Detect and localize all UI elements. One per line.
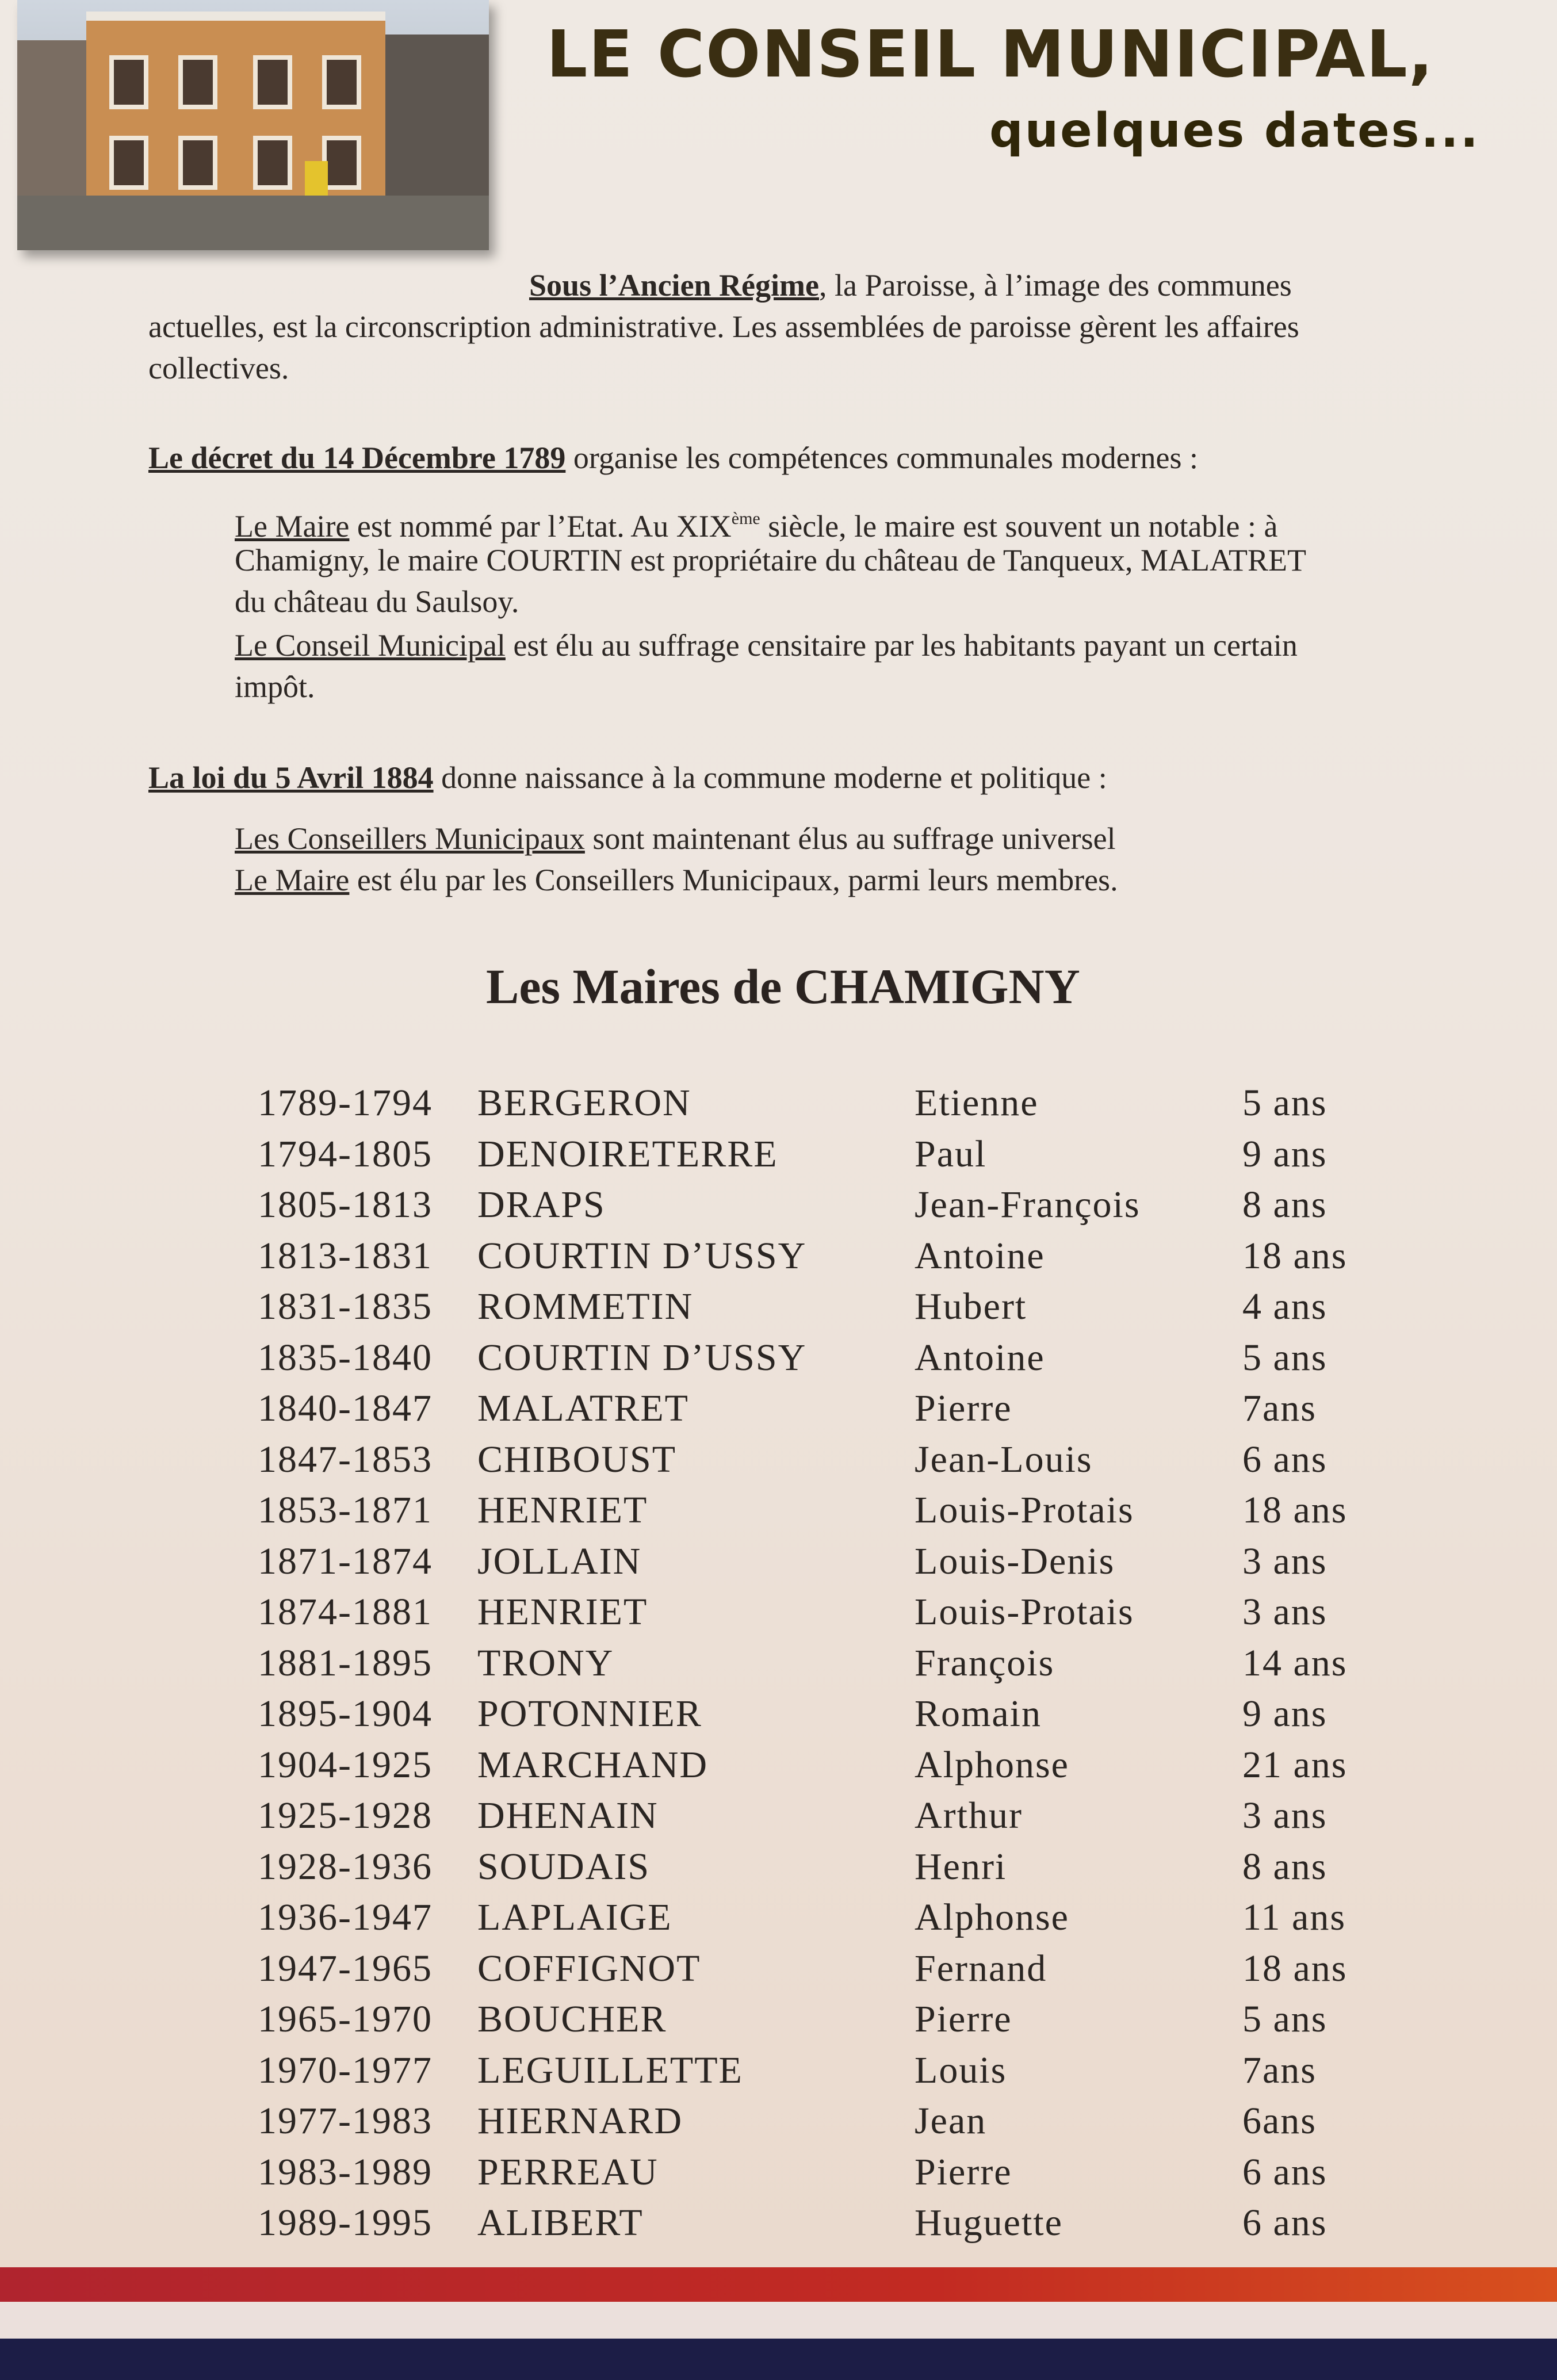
photo-window <box>322 55 361 109</box>
mayor-surname: DENOIRETERRE <box>477 1133 778 1175</box>
mayor-surname: HENRIET <box>477 1591 648 1633</box>
mayor-years: 1904-1925 <box>258 1744 433 1786</box>
mayor-surname: ROMMETIN <box>477 1285 694 1327</box>
mayor-surname: ALIBERT <box>477 2202 644 2244</box>
mayor-duration: 7ans <box>1242 2049 1317 2091</box>
photo-window <box>253 55 292 109</box>
mayor-first-name: Pierre <box>915 1387 1012 1429</box>
loi-maire-label: Le Maire <box>235 863 350 897</box>
page-subtitle: quelques dates... <box>989 104 1480 158</box>
mayor-duration: 18 ans <box>1242 1235 1348 1277</box>
mayor-duration: 5 ans <box>1242 1082 1328 1124</box>
mayor-years: 1895-1904 <box>258 1693 433 1735</box>
mayor-first-name: Alphonse <box>915 1896 1069 1938</box>
decret-conseil-label: Le Conseil Municipal <box>235 628 506 663</box>
mayor-duration: 3 ans <box>1242 1540 1328 1582</box>
mayor-first-name: Hubert <box>915 1285 1027 1327</box>
loi-conseillers-line <box>235 818 1116 859</box>
mayor-years: 1983-1989 <box>258 2151 433 2193</box>
mayor-surname: CHIBOUST <box>477 1438 677 1480</box>
mayor-duration: 8 ans <box>1242 1846 1328 1888</box>
loi-1884-label: La loi du 5 Avril 1884 <box>148 760 434 795</box>
mayor-row <box>0 1336 1557 1387</box>
mayor-years: 1835-1840 <box>258 1337 433 1379</box>
mayor-first-name: Antoine <box>915 1337 1045 1379</box>
photo-window <box>109 55 148 109</box>
mayor-years: 1789-1794 <box>258 1082 433 1124</box>
mayor-row <box>0 1234 1557 1285</box>
mayor-first-name: Romain <box>915 1693 1042 1735</box>
mayor-row <box>0 1896 1557 1946</box>
mayor-surname: BERGERON <box>477 1082 691 1124</box>
mayor-row <box>0 1641 1557 1692</box>
mayor-row <box>0 1540 1557 1590</box>
mayor-duration: 18 ans <box>1242 1947 1348 1989</box>
mayor-surname: COURTIN D’USSY <box>477 1235 807 1277</box>
mayor-surname: DHENAIN <box>477 1794 659 1836</box>
mayor-years: 1847-1853 <box>258 1438 433 1480</box>
ancien-regime-line2: actuelles, est la circonscription administrative. Les assemblées de paroisse gèrent les affaires <box>148 309 1299 344</box>
mayor-duration: 11 ans <box>1242 1896 1346 1938</box>
ancien-regime-line3: collectives. <box>148 351 289 385</box>
mayor-duration: 3 ans <box>1242 1794 1328 1836</box>
mayor-first-name: Alphonse <box>915 1744 1069 1786</box>
mayor-first-name: Jean <box>915 2100 987 2142</box>
mayor-surname: DRAPS <box>477 1184 606 1226</box>
mayor-years: 1794-1805 <box>258 1133 433 1175</box>
mayor-duration: 5 ans <box>1242 1337 1328 1379</box>
mayor-years: 1813-1831 <box>258 1235 433 1277</box>
photo-town-hall <box>86 12 385 211</box>
mayor-years: 1970-1977 <box>258 2049 433 2091</box>
mayor-first-name: Jean-François <box>915 1184 1141 1226</box>
mayor-surname: HIERNARD <box>477 2100 683 2142</box>
town-hall-photo <box>17 0 489 250</box>
mayor-duration: 14 ans <box>1242 1642 1348 1684</box>
mayor-years: 1871-1874 <box>258 1540 433 1582</box>
decret-maire-line3: du château du Saulsoy. <box>235 584 519 619</box>
mayor-first-name: Huguette <box>915 2202 1063 2244</box>
mayor-first-name: Henri <box>915 1846 1007 1888</box>
mayor-row <box>0 2049 1557 2099</box>
decret-maire-line2: Chamigny, le maire COURTIN est propriétaire du château de Tanqueux, MALATRET <box>235 543 1306 577</box>
mayor-surname: LEGUILLETTE <box>477 2049 743 2091</box>
mayor-first-name: François <box>915 1642 1055 1684</box>
decret-1789-label: Le décret du 14 Décembre 1789 <box>148 441 566 475</box>
mayor-surname: PERREAU <box>477 2151 659 2193</box>
mayor-row <box>0 2099 1557 2150</box>
photo-window <box>109 136 148 190</box>
decret-1789-text: organise les compétences communales modernes : <box>565 441 1199 475</box>
decret-conseil-line2: impôt. <box>235 669 315 704</box>
photo-left-building <box>17 40 98 201</box>
photo-yellow-sign <box>305 161 328 196</box>
mayor-row <box>0 1387 1557 1437</box>
decret-maire-sup: ème <box>731 509 760 528</box>
mayor-first-name: Etienne <box>915 1082 1039 1124</box>
mayor-surname: POTONNIER <box>477 1693 702 1735</box>
photo-window <box>178 55 217 109</box>
loi-1884-text: donne naissance à la commune moderne et politique : <box>433 760 1107 795</box>
mayor-duration: 9 ans <box>1242 1133 1328 1175</box>
mayor-surname: JOLLAIN <box>477 1540 642 1582</box>
photo-window <box>253 136 292 190</box>
mayor-first-name: Louis-Denis <box>915 1540 1115 1582</box>
decret-1789-heading <box>148 437 1198 479</box>
mayor-row <box>0 1489 1557 1539</box>
loi-conseillers-text: sont maintenant élus au suffrage universel <box>584 821 1116 856</box>
mayor-row <box>0 1590 1557 1641</box>
mayor-first-name: Louis-Protais <box>915 1591 1134 1633</box>
decret-maire-text-a: est nommé par l’Etat. Au XIX <box>349 509 732 544</box>
ancien-regime-text: , la Paroisse, à l’image des communes <box>818 268 1292 303</box>
mayors-title: Les Maires de CHAMIGNY <box>486 959 1080 1014</box>
mayor-row <box>0 1998 1557 2048</box>
mayor-row <box>0 1845 1557 1896</box>
mayor-duration: 21 ans <box>1242 1744 1348 1786</box>
photo-window <box>322 136 361 190</box>
mayor-surname: HENRIET <box>477 1489 648 1531</box>
decret-maire-label: Le Maire <box>235 509 350 544</box>
mayor-row <box>0 1285 1557 1336</box>
mayor-surname: COFFIGNOT <box>477 1947 701 1989</box>
loi-maire-line <box>235 859 1118 901</box>
photo-window <box>178 136 217 190</box>
mayor-row <box>0 1132 1557 1183</box>
mayor-years: 1853-1871 <box>258 1489 433 1531</box>
mayor-surname: COURTIN D’USSY <box>477 1337 807 1379</box>
mayor-years: 1977-1983 <box>258 2100 433 2142</box>
mayor-years: 1989-1995 <box>258 2202 433 2244</box>
mayor-first-name: Arthur <box>915 1794 1023 1836</box>
mayor-first-name: Paul <box>915 1133 987 1175</box>
mayor-years: 1965-1970 <box>258 1998 433 2040</box>
decret-maire-text-b: siècle, le maire est souvent un notable : à <box>760 509 1278 544</box>
mayor-duration: 3 ans <box>1242 1591 1328 1633</box>
mayor-row <box>0 1438 1557 1489</box>
mayor-row <box>0 1692 1557 1743</box>
decret-conseil-line1 <box>235 625 1298 666</box>
mayor-first-name: Louis-Protais <box>915 1489 1134 1531</box>
mayor-surname: LAPLAIGE <box>477 1896 672 1938</box>
mayor-years: 1874-1881 <box>258 1591 433 1633</box>
mayor-row <box>0 2201 1557 2252</box>
mayor-years: 1936-1947 <box>258 1896 433 1938</box>
mayor-row <box>0 1743 1557 1794</box>
photo-ground <box>17 196 489 250</box>
mayor-first-name: Pierre <box>915 2151 1012 2193</box>
decret-conseil-text: est élu au suffrage censitaire par les habitants payant un certain <box>505 628 1298 663</box>
mayor-duration: 5 ans <box>1242 1998 1328 2040</box>
mayor-duration: 6 ans <box>1242 2202 1328 2244</box>
loi-conseillers-label: Les Conseillers Municipaux <box>235 821 585 856</box>
mayor-duration: 6 ans <box>1242 2151 1328 2193</box>
flag-stripe-red <box>0 2267 1557 2302</box>
flag-stripe-white <box>0 2302 1557 2339</box>
mayor-row <box>0 1183 1557 1234</box>
loi-1884-heading <box>148 757 1107 798</box>
mayor-duration: 6 ans <box>1242 1438 1328 1480</box>
mayor-row <box>0 1947 1557 1998</box>
mayor-surname: MARCHAND <box>477 1744 709 1786</box>
loi-maire-text: est élu par les Conseillers Municipaux, parmi leurs membres. <box>349 863 1118 897</box>
mayor-years: 1947-1965 <box>258 1947 433 1989</box>
mayor-duration: 9 ans <box>1242 1693 1328 1735</box>
mayor-row <box>0 2151 1557 2201</box>
mayor-years: 1881-1895 <box>258 1642 433 1684</box>
mayor-duration: 18 ans <box>1242 1489 1348 1531</box>
mayor-first-name: Pierre <box>915 1998 1012 2040</box>
mayor-first-name: Antoine <box>915 1235 1045 1277</box>
ancien-regime-line1 <box>529 265 1292 306</box>
mayor-years: 1840-1847 <box>258 1387 433 1429</box>
mayor-first-name: Fernand <box>915 1947 1047 1989</box>
mayor-first-name: Jean-Louis <box>915 1438 1093 1480</box>
mayor-row <box>0 1081 1557 1132</box>
mayor-row <box>0 1794 1557 1845</box>
mayor-first-name: Louis <box>915 2049 1007 2091</box>
mayor-duration: 6ans <box>1242 2100 1317 2142</box>
mayor-years: 1925-1928 <box>258 1794 433 1836</box>
mayor-surname: TRONY <box>477 1642 614 1684</box>
mayor-duration: 7ans <box>1242 1387 1317 1429</box>
page-title: LE CONSEIL MUNICIPAL, <box>546 17 1434 92</box>
mayor-surname: SOUDAIS <box>477 1846 651 1888</box>
photo-right-trees <box>374 35 489 201</box>
mayor-surname: MALATRET <box>477 1387 689 1429</box>
ancien-regime-label: Sous l’Ancien Régime <box>529 268 819 303</box>
flag-stripe-blue <box>0 2339 1557 2380</box>
mayor-duration: 8 ans <box>1242 1184 1328 1226</box>
mayor-years: 1831-1835 <box>258 1285 433 1327</box>
mayor-duration: 4 ans <box>1242 1285 1328 1327</box>
mayor-surname: BOUCHER <box>477 1998 667 2040</box>
mayor-years: 1928-1936 <box>258 1846 433 1888</box>
mayor-years: 1805-1813 <box>258 1184 433 1226</box>
